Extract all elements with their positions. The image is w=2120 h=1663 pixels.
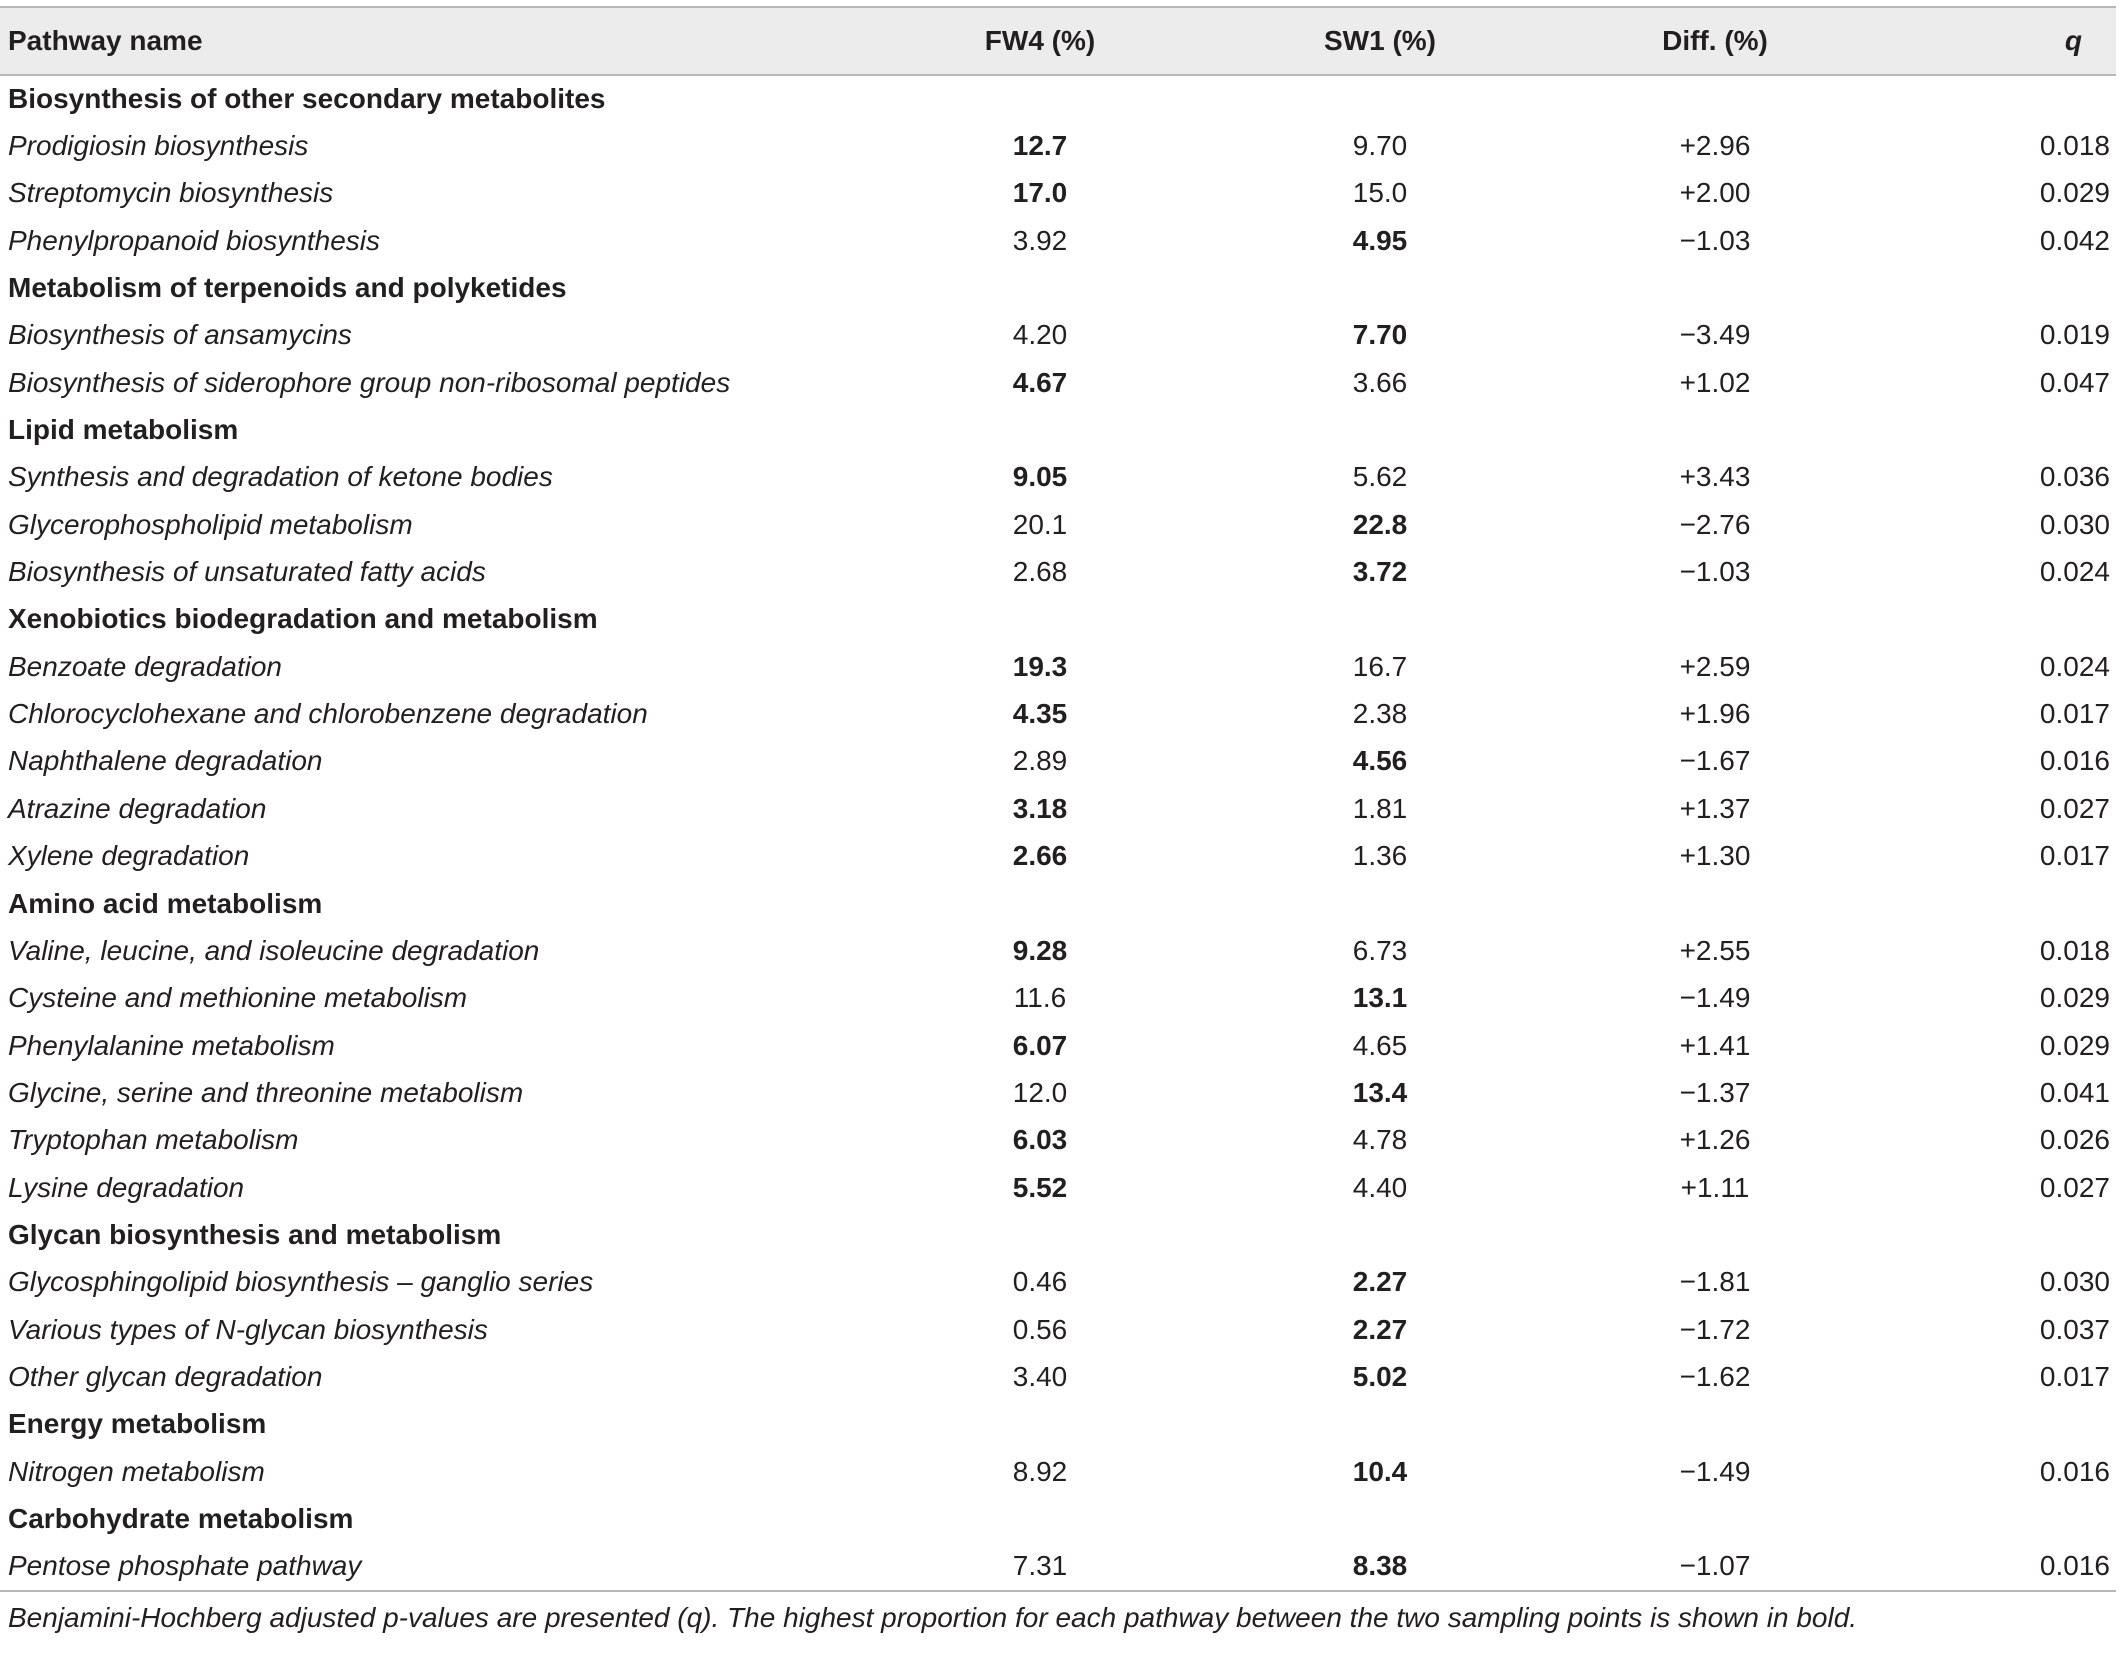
table-row bbox=[0, 785, 2116, 832]
group-name: Lipid metabolism bbox=[8, 414, 239, 446]
fw4-cell: 3.92 bbox=[1012, 224, 1068, 256]
q-cell: 0.041 bbox=[2039, 1076, 2110, 1108]
fw4-cell: 5.52 bbox=[1012, 1171, 1068, 1203]
table-header bbox=[0, 7, 2116, 75]
group-name: Xenobiotics biodegradation and metabolism bbox=[8, 603, 598, 635]
diff-cell: −1.49 bbox=[1679, 1455, 1751, 1487]
table-body bbox=[0, 75, 2116, 1590]
group-name: Carbohydrate metabolism bbox=[8, 1502, 354, 1534]
table-row bbox=[0, 1448, 2116, 1495]
fw4-cell: 9.28 bbox=[1012, 934, 1068, 966]
table-row bbox=[0, 501, 2116, 548]
table-row bbox=[0, 312, 2116, 359]
header-sw1: SW1 (%) bbox=[1324, 25, 1436, 56]
table-row bbox=[0, 217, 2116, 264]
diff-cell: +1.26 bbox=[1679, 1124, 1751, 1156]
table-row bbox=[0, 170, 2116, 217]
fw4-cell: 9.05 bbox=[1012, 461, 1068, 493]
header-diff: Diff. (%) bbox=[1662, 25, 1768, 56]
pathway-name-cell: Cysteine and methionine metabolism bbox=[8, 982, 468, 1014]
pathway-name-cell: Other glycan degradation bbox=[8, 1360, 323, 1392]
sw1-cell: 10.4 bbox=[1352, 1455, 1408, 1487]
group-row bbox=[0, 596, 2116, 643]
group-row bbox=[0, 1401, 2116, 1448]
sw1-cell: 15.0 bbox=[1352, 177, 1408, 209]
table-row bbox=[0, 1164, 2116, 1211]
fw4-cell: 20.1 bbox=[1012, 508, 1068, 540]
fw4-cell: 7.31 bbox=[1012, 1550, 1068, 1582]
diff-cell: +2.00 bbox=[1679, 177, 1751, 209]
q-cell: 0.029 bbox=[2039, 982, 2110, 1014]
sw1-cell: 13.4 bbox=[1352, 1076, 1408, 1108]
fw4-cell: 2.68 bbox=[1012, 556, 1068, 588]
table-row bbox=[0, 1117, 2116, 1164]
diff-cell: +2.55 bbox=[1679, 934, 1751, 966]
pathway-name-cell: Pentose phosphate pathway bbox=[8, 1550, 362, 1582]
q-cell: 0.024 bbox=[2039, 556, 2110, 588]
q-cell: 0.024 bbox=[2039, 650, 2110, 682]
diff-cell: −1.37 bbox=[1679, 1076, 1751, 1108]
fw4-cell: 0.56 bbox=[1012, 1313, 1068, 1345]
q-cell: 0.018 bbox=[2039, 934, 2110, 966]
table-footnote: Benjamini-Hochberg adjusted p-values are presented (q). The highest proportion for each pathway between the two sampling points is shown in bold. bbox=[8, 1602, 1858, 1633]
sw1-cell: 2.38 bbox=[1352, 698, 1408, 730]
group-row bbox=[0, 1211, 2116, 1258]
diff-cell: −2.76 bbox=[1679, 508, 1751, 540]
q-cell: 0.037 bbox=[2039, 1313, 2110, 1345]
sw1-cell: 13.1 bbox=[1352, 982, 1408, 1014]
table-row bbox=[0, 738, 2116, 785]
fw4-cell: 6.07 bbox=[1012, 1029, 1068, 1061]
fw4-cell: 4.35 bbox=[1012, 698, 1068, 730]
pathway-name-cell: Xylene degradation bbox=[8, 840, 250, 872]
fw4-cell: 19.3 bbox=[1012, 650, 1068, 682]
q-cell: 0.017 bbox=[2039, 840, 2110, 872]
fw4-cell: 17.0 bbox=[1012, 177, 1068, 209]
pathway-name-cell: Various types of N-glycan biosynthesis bbox=[8, 1313, 488, 1345]
diff-cell: −1.72 bbox=[1679, 1313, 1751, 1345]
group-row bbox=[0, 75, 2116, 122]
fw4-cell: 3.40 bbox=[1012, 1360, 1068, 1392]
table-row bbox=[0, 359, 2116, 406]
group-name: Biosynthesis of other secondary metabolites bbox=[8, 83, 606, 115]
pathway-name-cell: Biosynthesis of unsaturated fatty acids bbox=[8, 556, 486, 588]
q-cell: 0.042 bbox=[2039, 224, 2110, 256]
diff-cell: −1.07 bbox=[1679, 1550, 1751, 1582]
table-row bbox=[0, 454, 2116, 501]
sw1-cell: 7.70 bbox=[1352, 319, 1408, 351]
header-q: q bbox=[2064, 25, 2082, 56]
header-pathway-name: Pathway name bbox=[8, 25, 203, 56]
q-cell: 0.016 bbox=[2039, 745, 2110, 777]
pathway-name-cell: Glycerophospholipid metabolism bbox=[8, 508, 413, 540]
pathway-name-cell: Glycosphingolipid biosynthesis – ganglio series bbox=[8, 1266, 594, 1298]
sw1-cell: 1.81 bbox=[1352, 792, 1408, 824]
fw4-cell: 8.92 bbox=[1012, 1455, 1068, 1487]
pathway-name-cell: Naphthalene degradation bbox=[8, 745, 323, 777]
table-row bbox=[0, 643, 2116, 690]
table-row bbox=[0, 1306, 2116, 1353]
sw1-cell: 4.95 bbox=[1352, 224, 1408, 256]
pathway-name-cell: Valine, leucine, and isoleucine degradation bbox=[8, 934, 540, 966]
table-row bbox=[0, 690, 2116, 737]
q-cell: 0.027 bbox=[2039, 1171, 2110, 1203]
fw4-cell: 2.89 bbox=[1012, 745, 1068, 777]
pathway-name-cell: Streptomycin biosynthesis bbox=[8, 177, 334, 209]
diff-cell: −1.49 bbox=[1679, 982, 1751, 1014]
group-name: Amino acid metabolism bbox=[8, 887, 323, 919]
table-row bbox=[0, 927, 2116, 974]
pathway-name-cell: Glycine, serine and threonine metabolism bbox=[8, 1076, 524, 1108]
pathway-name-cell: Prodigiosin biosynthesis bbox=[8, 130, 309, 162]
q-cell: 0.029 bbox=[2039, 177, 2110, 209]
sw1-cell: 4.40 bbox=[1352, 1171, 1408, 1203]
q-cell: 0.036 bbox=[2039, 461, 2110, 493]
table-row bbox=[0, 975, 2116, 1022]
diff-cell: +1.02 bbox=[1679, 366, 1751, 398]
table-row bbox=[0, 1543, 2116, 1590]
fw4-cell: 11.6 bbox=[1013, 982, 1067, 1014]
fw4-cell: 3.18 bbox=[1012, 792, 1068, 824]
fw4-cell: 4.20 bbox=[1012, 319, 1068, 351]
table-row bbox=[0, 1353, 2116, 1400]
diff-cell: +1.37 bbox=[1679, 792, 1751, 824]
sw1-cell: 22.8 bbox=[1352, 508, 1408, 540]
pathway-name-cell: Chlorocyclohexane and chlorobenzene degradation bbox=[8, 698, 648, 730]
pathway-name-cell: Lysine degradation bbox=[8, 1171, 245, 1203]
header-row bbox=[0, 7, 2116, 75]
fw4-cell: 12.7 bbox=[1012, 130, 1068, 162]
pathway-name-cell: Biosynthesis of siderophore group non-ribosomal peptides bbox=[8, 366, 731, 398]
pathway-name-cell: Phenylalanine metabolism bbox=[8, 1029, 335, 1061]
fw4-cell: 6.03 bbox=[1012, 1124, 1068, 1156]
q-cell: 0.016 bbox=[2039, 1550, 2110, 1582]
pathway-name-cell: Atrazine degradation bbox=[8, 792, 267, 824]
sw1-cell: 2.27 bbox=[1352, 1266, 1408, 1298]
sw1-cell: 5.02 bbox=[1352, 1360, 1408, 1392]
pathway-table bbox=[0, 6, 2116, 1590]
diff-cell: −1.62 bbox=[1679, 1360, 1751, 1392]
sw1-cell: 5.62 bbox=[1352, 461, 1408, 493]
sw1-cell: 16.7 bbox=[1352, 650, 1408, 682]
diff-cell: −1.81 bbox=[1679, 1266, 1751, 1298]
q-cell: 0.017 bbox=[2039, 698, 2110, 730]
diff-cell: −3.49 bbox=[1679, 319, 1751, 351]
pathway-name-cell: Tryptophan metabolism bbox=[8, 1124, 299, 1156]
q-cell: 0.026 bbox=[2039, 1124, 2110, 1156]
diff-cell: +1.30 bbox=[1679, 840, 1751, 872]
pathway-name-cell: Benzoate degradation bbox=[8, 650, 282, 682]
sw1-cell: 3.72 bbox=[1352, 556, 1408, 588]
q-cell: 0.030 bbox=[2039, 508, 2110, 540]
table-row bbox=[0, 1069, 2116, 1116]
diff-cell: +1.41 bbox=[1679, 1029, 1751, 1061]
diff-cell: +1.96 bbox=[1679, 698, 1751, 730]
diff-cell: −1.03 bbox=[1679, 556, 1751, 588]
q-cell: 0.018 bbox=[2039, 130, 2110, 162]
diff-cell: +2.59 bbox=[1679, 650, 1751, 682]
diff-cell: −1.67 bbox=[1679, 745, 1751, 777]
fw4-cell: 2.66 bbox=[1012, 840, 1068, 872]
header-fw4: FW4 (%) bbox=[984, 25, 1096, 56]
pathway-name-cell: Phenylpropanoid biosynthesis bbox=[8, 224, 381, 256]
sw1-cell: 1.36 bbox=[1352, 840, 1408, 872]
diff-cell: −1.03 bbox=[1679, 224, 1751, 256]
group-name: Glycan biosynthesis and metabolism bbox=[8, 1218, 502, 1250]
diff-cell: +1.11 bbox=[1680, 1171, 1750, 1203]
group-row bbox=[0, 406, 2116, 453]
q-cell: 0.017 bbox=[2039, 1360, 2110, 1392]
q-cell: 0.016 bbox=[2039, 1455, 2110, 1487]
table-row bbox=[0, 122, 2116, 169]
fw4-cell: 4.67 bbox=[1012, 366, 1068, 398]
group-name: Energy metabolism bbox=[8, 1408, 267, 1440]
q-cell: 0.047 bbox=[2039, 366, 2110, 398]
pathway-name-cell: Synthesis and degradation of ketone bodies bbox=[8, 461, 553, 493]
fw4-cell: 12.0 bbox=[1012, 1076, 1068, 1108]
group-row bbox=[0, 264, 2116, 311]
group-row bbox=[0, 880, 2116, 927]
table-row bbox=[0, 833, 2116, 880]
diff-cell: +3.43 bbox=[1679, 461, 1751, 493]
q-cell: 0.029 bbox=[2039, 1029, 2110, 1061]
q-cell: 0.027 bbox=[2039, 792, 2110, 824]
sw1-cell: 2.27 bbox=[1352, 1313, 1408, 1345]
pathway-name-cell: Biosynthesis of ansamycins bbox=[8, 319, 352, 351]
table-row bbox=[0, 1259, 2116, 1306]
group-row bbox=[0, 1495, 2116, 1542]
sw1-cell: 3.66 bbox=[1352, 366, 1408, 398]
diff-cell: +2.96 bbox=[1679, 130, 1751, 162]
fw4-cell: 0.46 bbox=[1012, 1266, 1068, 1298]
sw1-cell: 6.73 bbox=[1352, 934, 1408, 966]
table-row bbox=[0, 548, 2116, 595]
sw1-cell: 4.78 bbox=[1352, 1124, 1408, 1156]
sw1-cell: 9.70 bbox=[1352, 130, 1408, 162]
q-cell: 0.030 bbox=[2039, 1266, 2110, 1298]
group-name: Metabolism of terpenoids and polyketides bbox=[8, 272, 567, 304]
sw1-cell: 4.65 bbox=[1352, 1029, 1408, 1061]
table-row bbox=[0, 1022, 2116, 1069]
sw1-cell: 4.56 bbox=[1352, 745, 1408, 777]
sw1-cell: 8.38 bbox=[1352, 1550, 1408, 1582]
pathway-name-cell: Nitrogen metabolism bbox=[8, 1455, 265, 1487]
q-cell: 0.019 bbox=[2039, 319, 2110, 351]
